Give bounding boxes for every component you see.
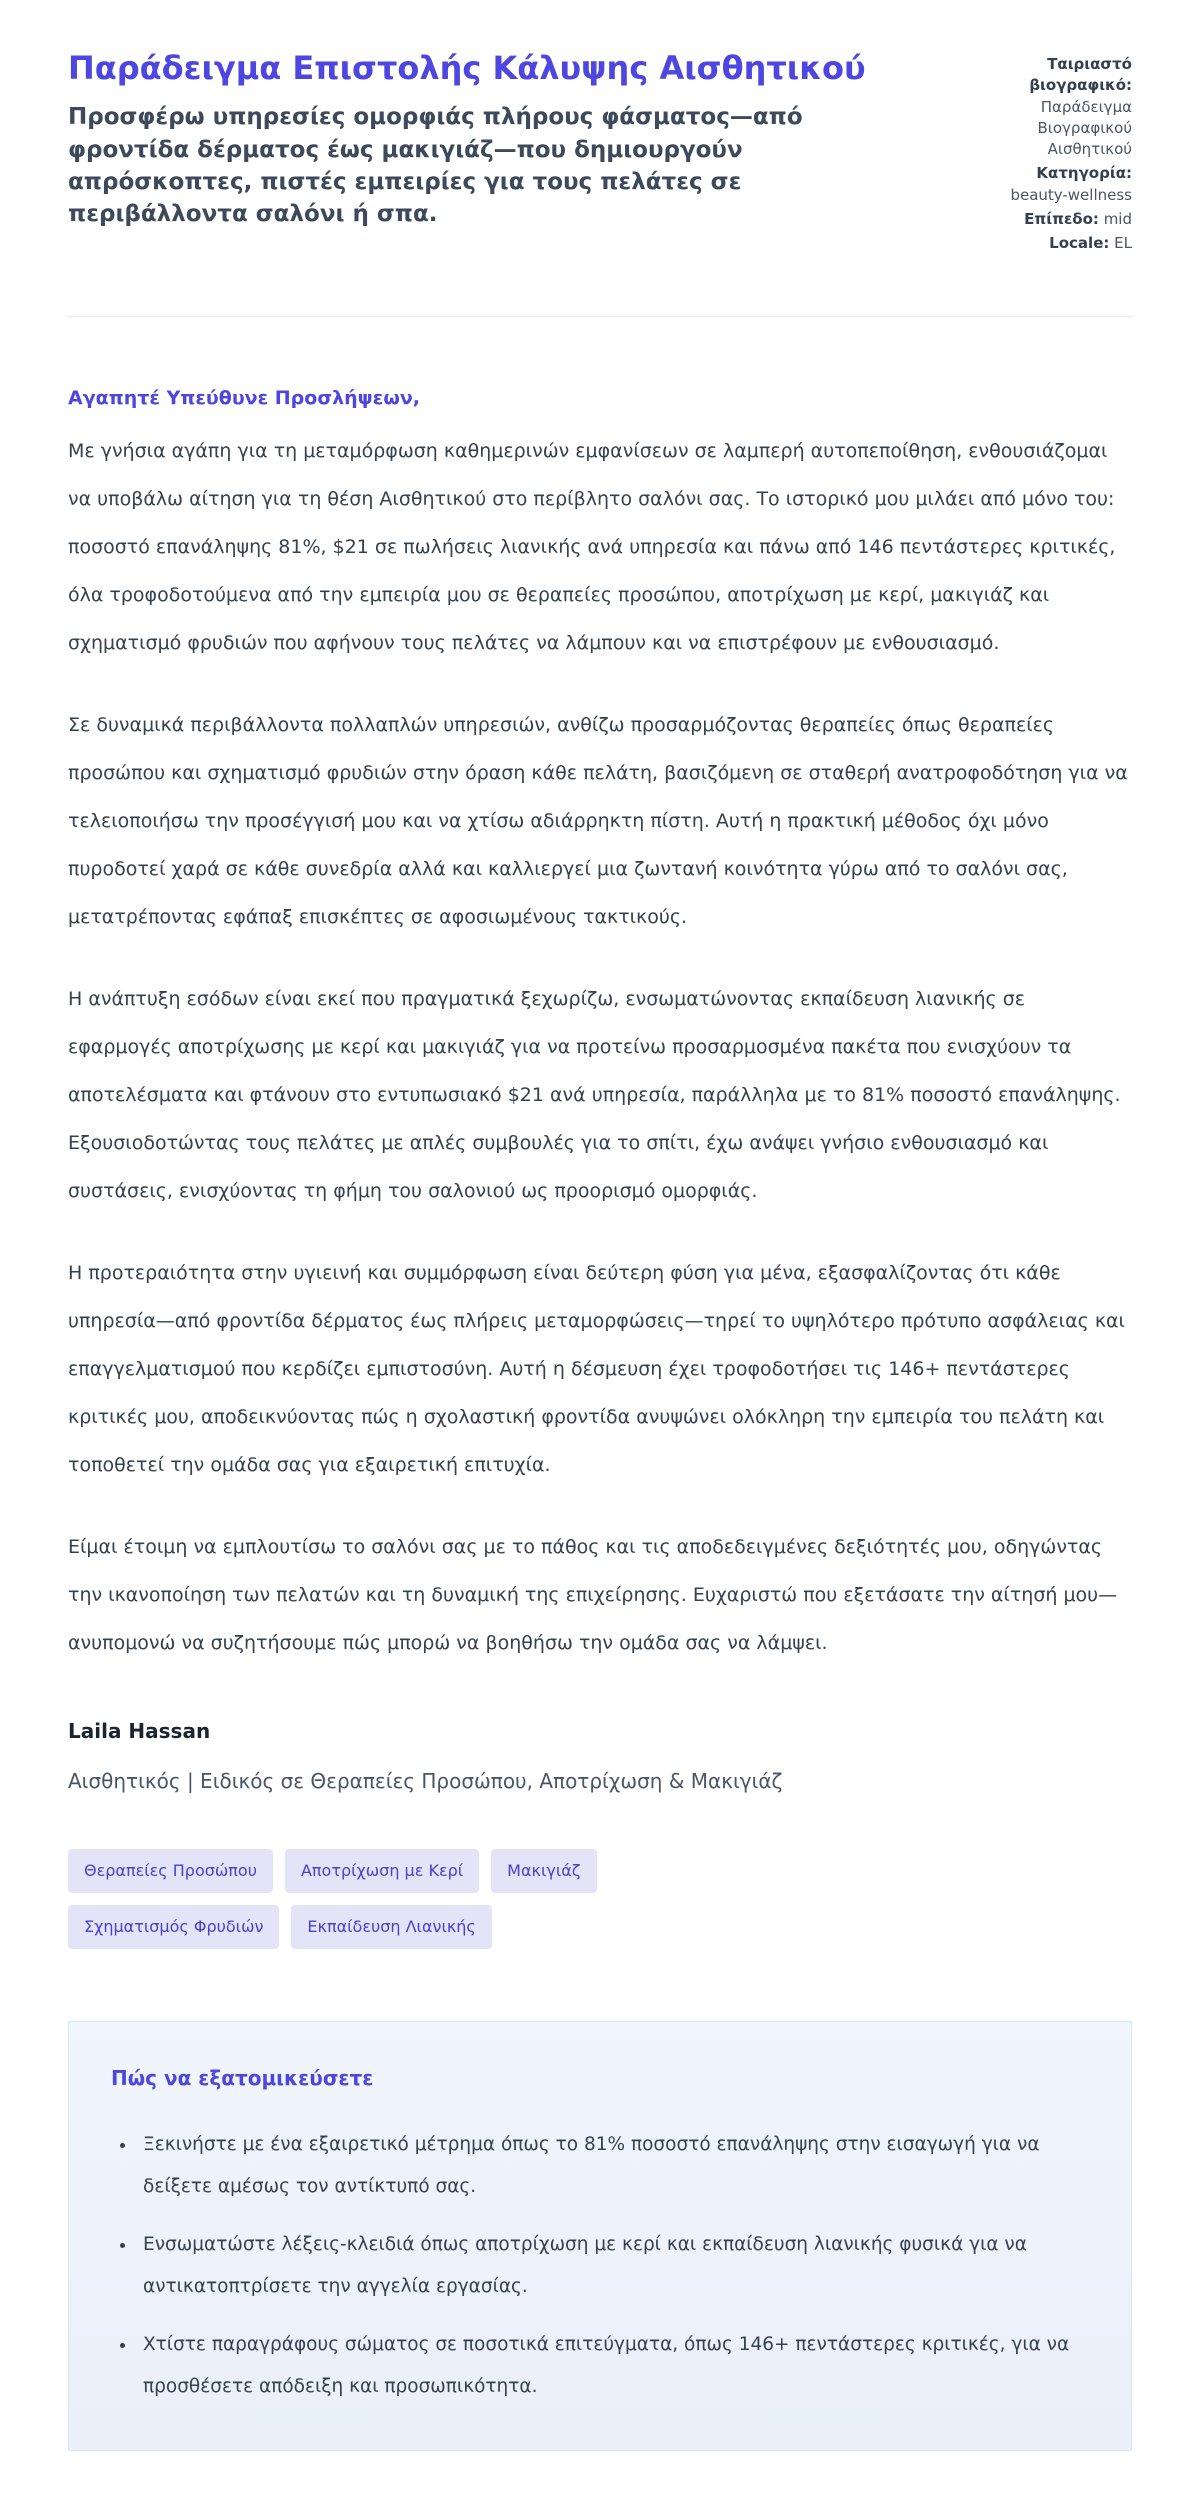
- page-subtitle: Προσφέρω υπηρεσίες ομορφιάς πλήρους φάσματος—από φροντίδα δέρματος έως μακιγιάζ—που δημιουργούν απρόσκοπτες, πιστές εμπειρίες για τους πελάτες σε περιβάλλοντα σαλόνι ή σπα.: [68, 104, 803, 227]
- letter-paragraph: Με γνήσια αγάπη για τη μεταμόρφωση καθημερινών εμφανίσεων σε λαμπερή αυτοπεποίθηση, ενθουσιάζομαι να υποβάλω αίτηση για τη θέση Αισθητικού στο περίβλητο σαλόνι σας. Το ιστορικό μου μιλάει από μόνο του: ποσοστό επανάληψης 81%, $21 σε πωλήσεις λιανικής ανά υπηρεσία και πάνω από 146 πεντάστερες κριτικές, όλα τροφοδοτούμενα από την εμπειρία μου σε θεραπείες προσώπου, αποτρίχωση με κερί, μακιγιάζ και σχηματισμό φρυδιών που αφήνουν τους πελάτες να λάμπουν και να επιστρέφουν με ενθουσιασμό.: [68, 439, 1116, 654]
- tips-list: [111, 2124, 1089, 2408]
- tag-list: [68, 1849, 708, 1949]
- letter-paragraph: Σε δυναμικά περιβάλλοντα πολλαπλών υπηρεσιών, ανθίζω προσαρμόζοντας θεραπείες όπως θεραπείες προσώπου και σχηματισμό φρυδιών στην όραση κάθε πελάτη, βασιζόμενη σε σταθερή ανατροφοδότηση για να τελειοποιήσω την προσέγγισή μου και να χτίσω αδιάρρηκτη πίστη. Αυτή η πρακτική μέθοδος όχι μόνο πυροδοτεί χαρά σε κάθε συνεδρία αλλά και καλλιεργεί μια ζωντανή κοινότητα γύρω από το σαλόνι σας, μετατρέποντας εφάπαξ επισκέπτες σε αφοσιωμένους τακτικούς.: [68, 713, 1128, 928]
- letter-paragraph: Η ανάπτυξη εσόδων είναι εκεί που πραγματικά ξεχωρίζω, ενσωματώνοντας εκπαίδευση λιανικής σε εφαρμογές αποτρίχωσης με κερί και μακιγιάζ για να προτείνω προσαρμοσμένα πακέτα που ενισχύουν τα αποτελέσματα και φτάνουν στο εντυπωσιακό $21 ανά υπηρεσία, παράλληλα με το 81% ποσοστό επανάληψης. Εξουσιοδοτώντας τους πελάτες με απλές συμβουλές για το σπίτι, έχω ανάψει γνήσιο ενθουσιασμό και συστάσεις, ενισχύοντας τη φήμη του σαλονιού ως προορισμό ομορφιάς.: [68, 987, 1121, 1202]
- tag-chip: Εκπαίδευση Λιανικής: [291, 1905, 491, 1949]
- signature-role: Αισθητικός | Ειδικός σε Θεραπείες Προσώπου, Αποτρίχωση & Μακιγιάζ: [68, 1768, 783, 1793]
- meta-category-label: Κατηγορία:: [1036, 164, 1132, 183]
- page-title: Παράδειγμα Επιστολής Κάλυψης Αισθητικού: [68, 49, 866, 87]
- tip-item: • Ξεκινήστε με ένα εξαιρετικό μέτρημα όπως το 81% ποσοστό επανάληψης στην εισαγωγή για να δείξετε αμέσως τον αντίκτυπό σας.: [137, 2124, 1089, 2208]
- meta-matching-resume-value: Παράδειγμα Βιογραφικού Αισθητικού: [1037, 97, 1132, 159]
- tag-chip: Μακιγιάζ: [491, 1849, 596, 1893]
- page-header: [68, 46, 1132, 258]
- letter-body: [68, 387, 1132, 1793]
- header-title-block: [68, 46, 880, 230]
- meta-matching-resume: [996, 54, 1132, 160]
- meta-locale-label: Locale:: [1049, 234, 1110, 253]
- tips-title: Πώς να εξατομικεύσετε: [111, 2065, 374, 2090]
- meta-level-value: mid: [1103, 210, 1132, 229]
- tip-item: • Ενσωματώστε λέξεις-κλειδιά όπως αποτρίχωση με κερί και εκπαίδευση λιανικής φυσικά για να αντικατοπτρίσετε την αγγελία εργασίας.: [137, 2224, 1089, 2308]
- meta-level: [996, 209, 1132, 230]
- signature-name: Laila Hassan: [68, 1718, 211, 1743]
- meta-panel: [996, 46, 1132, 258]
- tip-item: • Χτίστε παραγράφους σώματος σε ποσοτικά επιτεύγματα, όπως 146+ πεντάστερες κριτικές, για να προσθέσετε απόδειξη και προσωπικότητα.: [137, 2324, 1089, 2408]
- divider: [68, 316, 1132, 317]
- tag-chip: Αποτρίχωση με Κερί: [285, 1849, 479, 1893]
- meta-category: [996, 163, 1132, 206]
- cover-letter-page: [68, 0, 1132, 2511]
- meta-locale: [996, 233, 1132, 254]
- tag-chip: Θεραπείες Προσώπου: [68, 1849, 273, 1893]
- letter-paragraph: Η προτεραιότητα στην υγιεινή και συμμόρφωση είναι δεύτερη φύση για μένα, εξασφαλίζοντας ότι κάθε υπηρεσία—από φροντίδα δέρματος έως πλήρεις μεταμορφώσεις—τηρεί το υψηλότερο πρότυπο ασφάλειας και επαγγελματισμού που κερδίζει εμπιστοσύνη. Αυτή η δέσμευση έχει τροφοδοτήσει τις 146+ πεντάστερες κριτικές μου, αποδεικνύοντας πώς η σχολαστική φροντίδα ανυψώνει ολόκληρη την εμπειρία του πελάτη και τοποθετεί την ομάδα σας για εξαιρετική επιτυχία.: [68, 1261, 1125, 1476]
- letter-greeting: Αγαπητέ Υπεύθυνε Προσλήψεων,: [68, 386, 421, 409]
- meta-level-label: Επίπεδο:: [1024, 210, 1099, 229]
- tag-chip: Σχηματισμός Φρυδιών: [68, 1905, 279, 1949]
- meta-category-value: beauty-wellness: [1010, 185, 1132, 204]
- meta-locale-value: EL: [1114, 234, 1132, 253]
- customize-tips-box: [68, 2021, 1132, 2451]
- letter-paragraph: Είμαι έτοιμη να εμπλουτίσω το σαλόνι σας με το πάθος και τις αποδεδειγμένες δεξιότητές μου, οδηγώντας την ικανοποίηση των πελατών και τη δυναμική της επιχείρησης. Ευχαριστώ που εξετάσατε την αίτησή μου—ανυπομονώ να συζητήσουμε πώς μπορώ να βοηθήσω την ομάδα σας να λάμψει.: [68, 1535, 1118, 1654]
- meta-matching-resume-label: Ταιριαστό βιογραφικό:: [1029, 55, 1132, 95]
